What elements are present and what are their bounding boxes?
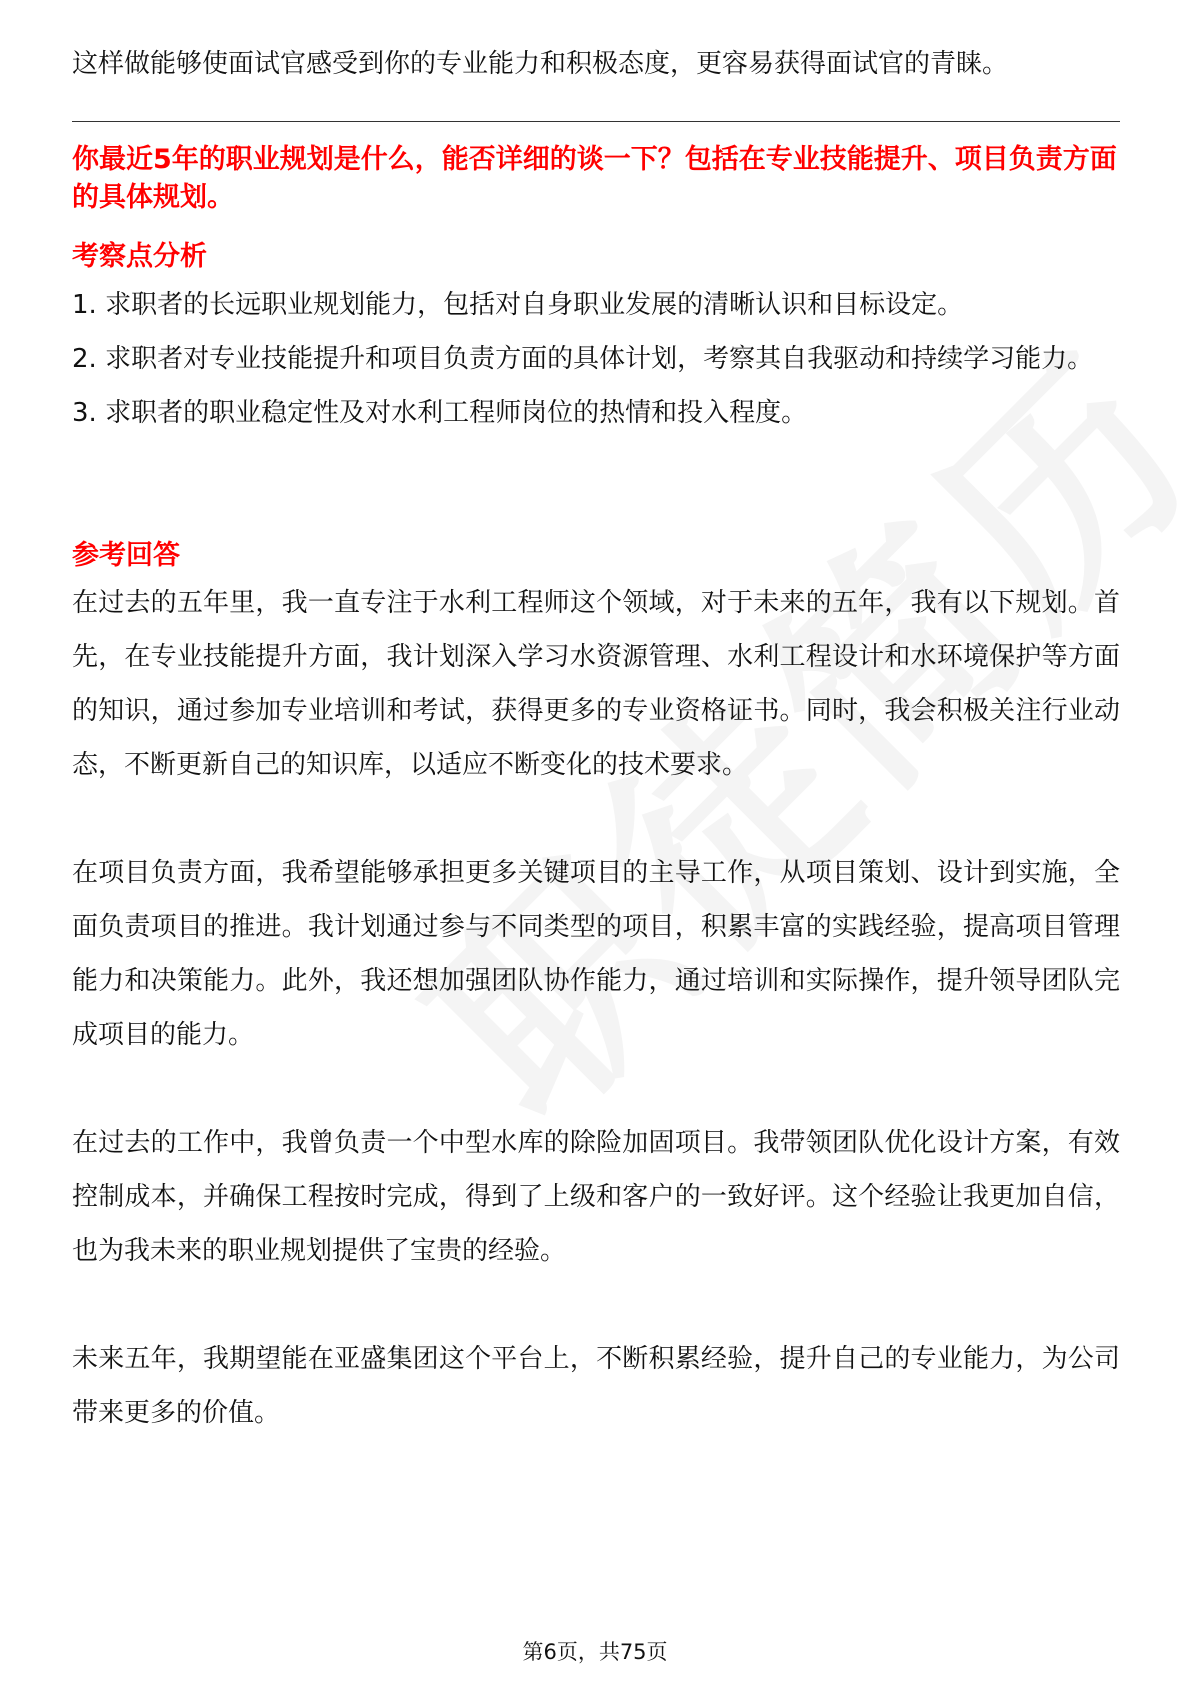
answer-paragraph-1: 在过去的五年里，我一直专注于水利工程师这个领域，对于未来的五年，我有以下规划。首先，在专业技能提升方面，我计划深入学习水资源管理、水利工程设计和水环境保护等方面的知识，通过参加专业培训和考试，获得更多的专业资格证书。同时，我会积极关注行业动态，不断更新自己的知识库，以适应不断变化的技术要求。 — [72, 588, 1120, 780]
page-footer: 第6页，共75页 — [522, 1640, 668, 1664]
section-divider — [72, 121, 1120, 122]
document-page — [72, 0, 1120, 1684]
analysis-item-1: 1. 求职者的长远职业规划能力，包括对自身职业发展的清晰认识和目标设定。 — [72, 290, 964, 320]
answer-paragraph-2: 在项目负责方面，我希望能够承担更多关键项目的主导工作，从项目策划、设计到实施，全面负责项目的推进。我计划通过参与不同类型的项目，积累丰富的实践经验，提高项目管理能力和决策能力。此外，我还想加强团队协作能力，通过培训和实际操作，提升领导团队完成项目的能力。 — [72, 858, 1120, 1050]
answer-paragraph-3: 在过去的工作中，我曾负责一个中型水库的除险加固项目。我带领团队优化设计方案，有效控制成本，并确保工程按时完成，得到了上级和客户的一致好评。这个经验让我更加自信，也为我未来的职业规划提供了宝贵的经验。 — [72, 1128, 1120, 1266]
answer-paragraph-4: 未来五年，我期望能在亚盛集团这个平台上，不断积累经验，提升自己的专业能力，为公司带来更多的价值。 — [72, 1344, 1120, 1428]
analysis-item-2: 2. 求职者对专业技能提升和项目负责方面的具体计划，考察其自我驱动和持续学习能力。 — [72, 344, 1094, 374]
question-heading: 你最近5年的职业规划是什么，能否详细的谈一下？包括在专业技能提升、项目负责方面的具体规划。 — [72, 144, 1117, 213]
intro-paragraph: 这样做能够使面试官感受到你的专业能力和积极态度，更容易获得面试官的青睐。 — [72, 49, 1009, 79]
analysis-list — [72, 278, 1120, 440]
analysis-item-3: 3. 求职者的职业稳定性及对水利工程师岗位的热情和投入程度。 — [72, 398, 808, 428]
analysis-heading: 考察点分析 — [72, 241, 207, 272]
answer-body — [72, 576, 1120, 1440]
answer-heading: 参考回答 — [72, 540, 180, 571]
